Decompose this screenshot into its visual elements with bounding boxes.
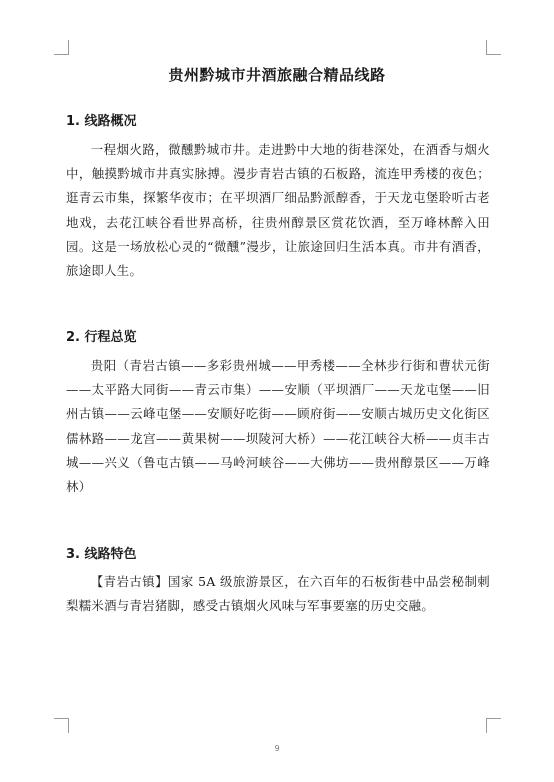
paragraph-features: 【青岩古镇】国家 5A 级旅游景区，在六百年的石板街巷中品尝秘制刺梨糯米酒与青岩猪脚，感受古镇烟火风味与军事要塞的历史交融。 [66,574,490,614]
crop-mark-bottom-left [54,718,69,733]
section-body-itinerary [66,354,490,499]
crop-mark-bottom-right [486,718,501,733]
crop-mark-top-right [486,40,501,55]
crop-mark-top-left [54,40,69,55]
paragraph-itinerary: 贵阳（青岩古镇——多彩贵州城——甲秀楼——全林步行街和曹状元街——太平路大同街——青云市集）——安顺（平坝酒厂——天龙屯堡——旧州古镇——云峰屯堡——安顺好吃街——顾府街——安顺古城历史文化街区儒林路——龙宫——黄果树——坝陵河大桥）——花江峡谷大桥——贞丰古城——兴义（鲁屯古镇——马岭河峡谷——大佛坊——贵州醇景区——万峰林） [66,358,490,495]
document-title: 贵州黔城市井酒旅融合精品线路 [168,66,386,84]
section-heading-overview: 1. 线路概况 [66,114,137,129]
paragraph-overview: 一程烟火路，微醺黔城市井。走进黔中大地的街巷深处，在酒香与烟火中，触摸黔城市井真实脉搏。漫步青岩古镇的石板路，流连甲秀楼的夜色；逛青云市集，探繁华夜市；在平坝酒厂细品黔派醇香，于天龙屯堡聆听古老地戏，去花江峡谷看世界高桥，往贵州醇景区赏花饮酒，至万峰林醉入田园。这是一场放松心灵的“微醺”漫步，让旅途回归生活本真。市井有酒香，旅途即人生。 [66,142,490,279]
section-body-features [66,570,490,618]
section-heading-itinerary: 2. 行程总览 [66,330,137,345]
section-body-overview [66,138,490,283]
page-number: 9 [274,744,280,753]
section-heading-features: 3. 线路特色 [66,547,137,562]
